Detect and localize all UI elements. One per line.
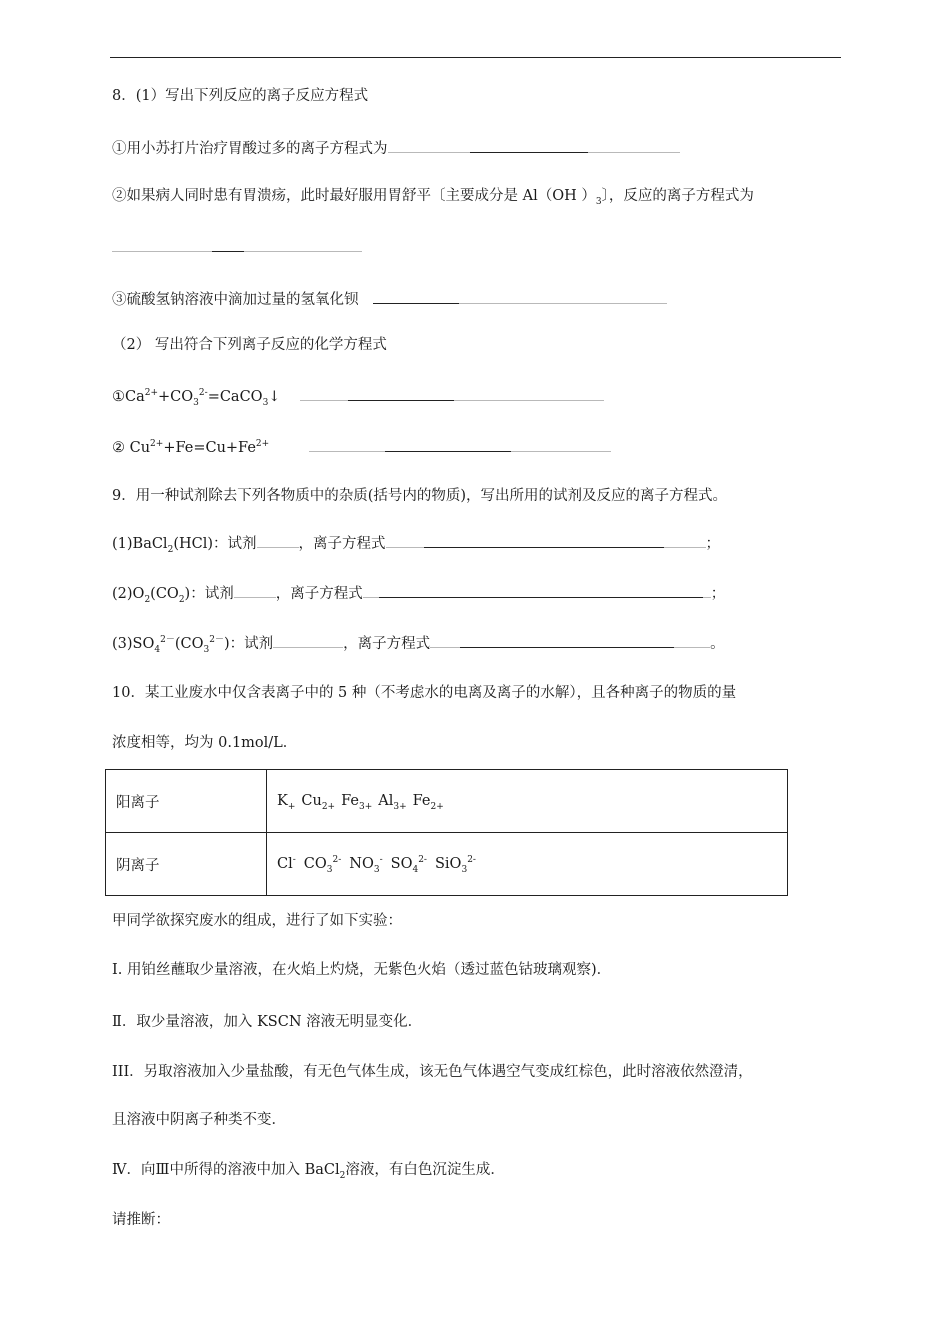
cation-label: 阳离子: [106, 770, 267, 833]
anion-list: [267, 833, 788, 896]
cation-list: [267, 770, 788, 833]
answer-blank[interactable]: [385, 438, 511, 452]
q8-title: 8．(1）写出下列反应的离子反应方程式: [112, 88, 369, 104]
q10-line1: 10．某工业废水中仅含表离子中的 5 种（不考虑水的电离及离子的水解），且各种离子的物质的量: [112, 685, 737, 701]
answer-blank[interactable]: [459, 290, 667, 304]
cation-item: $Fe_{3+}$: [341, 793, 373, 812]
cation-item: $Al_{3+}$: [378, 793, 407, 812]
precipitate-arrow-icon: ↓: [268, 389, 281, 405]
cation-item: $Fe_{2+}$: [412, 793, 444, 812]
answer-blank[interactable]: [309, 438, 385, 452]
anion-label: 阴离子: [106, 833, 267, 896]
answer-blank[interactable]: [674, 634, 710, 648]
q8-eq1: $①Ca^{2+}+CO_3^{2-}=CaCO_3↓$: [112, 387, 604, 407]
q10-step3-line2: 且溶液中阴离子种类不变．: [112, 1112, 286, 1128]
page-top-rule: [110, 57, 841, 58]
answer-blank[interactable]: [244, 238, 362, 252]
answer-blank[interactable]: [300, 387, 348, 401]
q8-item1: [112, 139, 680, 159]
reagent-blank[interactable]: [257, 534, 299, 548]
cation-item: $Cu_{2+}$: [301, 793, 336, 812]
q9-item2: $(2)O_2(CO_2)$：试剂 ，离子方程式 ；: [112, 586, 726, 605]
q9-item3: $(3)SO_4^{2-}(CO_3^{2-})$：试剂 ，离子方程式 。: [112, 635, 725, 655]
q9-item1: (1)BaCl$_2$(HCl)：试剂 ，离子方程式 ；: [112, 536, 721, 555]
reagent-blank[interactable]: [273, 634, 343, 648]
anion-item: $SO_4^{2-}$: [390, 855, 427, 875]
q10-step1: I. 用铂丝蘸取少量溶液，在火焰上灼烧，无紫色火焰（透过蓝色钴玻璃观察)．: [112, 962, 612, 978]
q8-item1-text: ①用小苏打片治疗胃酸过多的离子方程式为: [112, 141, 388, 157]
answer-blank[interactable]: [460, 634, 674, 648]
answer-blank[interactable]: [212, 238, 244, 252]
q8-item3-text: ③硫酸氢钠溶液中滴加过量的氢氧化钡: [112, 292, 359, 308]
answer-blank[interactable]: [388, 139, 470, 153]
answer-blank[interactable]: [386, 534, 424, 548]
cation-item: $K_+$: [277, 793, 296, 812]
answer-blank[interactable]: [588, 139, 680, 153]
anion-item: Cl-: [277, 855, 296, 872]
q10-step4: Ⅳ．向Ⅲ中所得的溶液中加入 BaCl$_2$溶液，有白色沉淀生成．: [112, 1162, 505, 1181]
anion-item: $NO_3^-$: [349, 855, 383, 875]
answer-blank[interactable]: [348, 387, 454, 401]
answer-blank[interactable]: [703, 584, 711, 598]
ion-table: [105, 769, 788, 896]
answer-blank[interactable]: [664, 534, 706, 548]
q8-eq2: ② $Cu^{2+}+Fe=Cu+Fe^{2+}$: [112, 438, 611, 458]
answer-blank[interactable]: [373, 290, 459, 304]
q8-item2-pre: ②如果病人同时患有胃溃疡，此时最好服用胃舒平〔主要成分是: [112, 188, 518, 204]
anion-item: SiO$_3^{2-}$: [434, 855, 476, 875]
q9-title: 9．用一种试剂除去下列各物质中的杂质(括号内的物质)，写出所用的试剂及反应的离子方程式。: [112, 488, 728, 504]
q8-item3: [112, 290, 667, 310]
table-row: [106, 833, 788, 896]
answer-blank[interactable]: [363, 584, 379, 598]
answer-blank[interactable]: [424, 534, 664, 548]
anion-item: $CO_3^{2-}$: [303, 855, 342, 875]
q10-step3-line1: III．另取溶液加入少量盐酸，有无色气体生成，该无色气体遇空气变成红棕色，此时溶液依然澄清，: [112, 1064, 753, 1080]
q10-intro: 甲同学欲探究废水的组成，进行了如下实验：: [112, 913, 402, 929]
q8-item2: ②如果病人同时患有胃溃疡，此时最好服用胃舒平〔主要成分是 Al（OH ）$_3$〕，反应的离子方程式为: [112, 188, 754, 207]
table-row: [106, 770, 788, 833]
q10-line2: 浓度相等，均为 0.1mol/L．: [112, 735, 298, 751]
q8-item2-formula: Al（OH ）: [522, 188, 596, 204]
answer-blank[interactable]: [470, 139, 588, 153]
q8-item2-post: 〕，反应的离子方程式为: [601, 188, 754, 204]
reagent-blank[interactable]: [234, 584, 276, 598]
answer-blank[interactable]: [454, 387, 604, 401]
answer-blank[interactable]: [430, 634, 460, 648]
q10-step2: Ⅱ．取少量溶液，加入 KSCN 溶液无明显变化．: [112, 1014, 423, 1030]
q10-ask: 请推断：: [112, 1212, 170, 1228]
answer-blank[interactable]: [511, 438, 611, 452]
q8-part2: （2） 写出符合下列离子反应的化学方程式: [112, 337, 387, 353]
q8-item2-blanks: [112, 238, 362, 258]
answer-blank[interactable]: [379, 584, 703, 598]
answer-blank[interactable]: [112, 238, 212, 252]
